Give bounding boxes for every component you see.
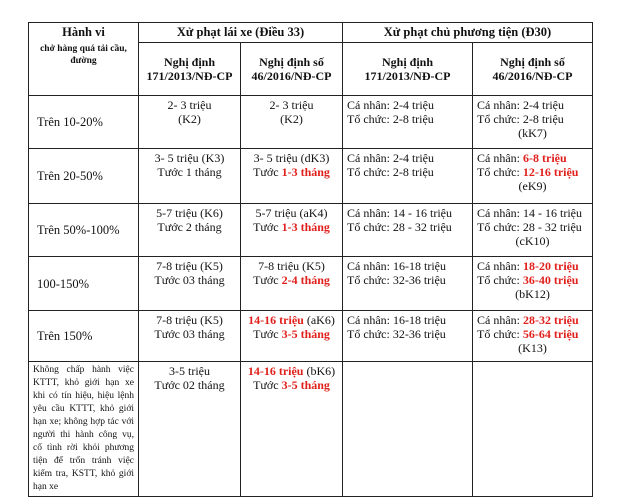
row-label: Trên 20-50% [29, 149, 139, 204]
highlight-text: 12-16 triệu [522, 165, 579, 179]
cell-line: Cá nhân: 2-4 triệu [347, 98, 434, 112]
cell-line: Cá nhân: 16-18 triệu [347, 313, 446, 327]
cell-d171-driver [139, 257, 241, 311]
row-label: Không chấp hành việc KTTT, khỏ giới hạn xe khi có tín hiệu, hiệu lệnh yêu cầu KTTT, khỏ giới hạn xe; không hợp tác với người thi hành công vụ, cố tình rời khỏi phương tiện để trốn tránh việc kiểm tra, KSTT, khỏ giới hạn xe [29, 362, 139, 497]
cell-text: (aK6) [303, 313, 335, 327]
cell-text: Tước [253, 327, 282, 341]
cell-line [477, 259, 588, 273]
highlight-text: 36-40 triệu [522, 273, 579, 287]
header-d171-owner: Nghị định 171/2013/NĐ-CP [343, 43, 473, 96]
cell-d46-driver [241, 257, 343, 311]
cell-d46-driver [241, 96, 343, 149]
cell-d46-owner [473, 311, 593, 362]
cell-line: 3-5 triệu [169, 364, 210, 378]
cell-line [245, 220, 338, 234]
highlight-text: 3-5 tháng [281, 327, 330, 341]
cell-line [245, 327, 338, 341]
cell-line [477, 165, 588, 179]
cell-d171-driver [139, 149, 241, 204]
highlight-text: 18-20 triệu [523, 259, 579, 273]
cell-code: (cK10) [515, 234, 550, 248]
highlight-text: 6-8 triệu [523, 151, 567, 165]
highlight-text: 1-3 tháng [281, 165, 330, 179]
penalty-table-wrapper [28, 22, 593, 497]
cell-text: Tước [253, 165, 282, 179]
cell-text: Tước [253, 273, 282, 287]
cell-line [245, 165, 338, 179]
table-row [29, 96, 593, 149]
header-d171-driver: Nghị định 171/2013/NĐ-CP [139, 43, 241, 96]
cell-line [245, 313, 338, 327]
cell-text: (bK6) [303, 364, 336, 378]
cell-d46-owner [473, 96, 593, 149]
cell-text: Cá nhân: [477, 313, 523, 327]
highlight-text: 28-32 triệu [523, 313, 579, 327]
cell-d171-owner-empty [343, 362, 473, 497]
cell-line [245, 364, 338, 378]
cell-d171-driver [139, 362, 241, 497]
cell-line: (K2) [280, 112, 303, 126]
header-behavior [29, 23, 139, 96]
table-row [29, 149, 593, 204]
highlight-text: 3-5 tháng [281, 378, 330, 392]
cell-code: (bK12) [515, 287, 550, 301]
cell-line [477, 151, 588, 165]
cell-line [245, 378, 338, 392]
cell-line: 7-8 triệu (K5) [156, 259, 223, 273]
cell-text: Tổ chức: [477, 165, 523, 179]
header-d46-driver: Nghị định số 46/2016/NĐ-CP [241, 43, 343, 96]
highlight-text: 14-16 triệu [247, 364, 304, 378]
cell-text: Cá nhân: [477, 259, 523, 273]
cell-d46-owner [473, 257, 593, 311]
cell-d171-owner [343, 311, 473, 362]
cell-line: Tổ chức: 32-36 triệu [347, 273, 446, 287]
cell-text: Cá nhân: [477, 151, 523, 165]
cell-line: (K2) [178, 112, 201, 126]
cell-line: Cá nhân: 16-18 triệu [347, 259, 446, 273]
row-label: Trên 150% [29, 311, 139, 362]
table-row [29, 257, 593, 311]
cell-line: Tổ chức: 32-36 triệu [347, 327, 446, 341]
cell-line [245, 273, 338, 287]
header-driver-group: Xử phạt lái xe (Điều 33) [139, 23, 343, 43]
cell-line [477, 313, 588, 327]
highlight-text: 14-16 triệu [248, 313, 304, 327]
cell-line: 5-7 triệu (K6) [156, 206, 223, 220]
table-row [29, 311, 593, 362]
cell-line: Tước 03 tháng [154, 273, 225, 287]
cell-code: (kK7) [518, 126, 547, 140]
highlight-text: 1-3 tháng [281, 220, 330, 234]
cell-line: Tổ chức: 2-8 triệu [347, 165, 434, 179]
cell-line: 2- 3 triệu [167, 98, 212, 112]
cell-line: Cá nhân: 2-4 triệu [347, 151, 434, 165]
header-behavior-title: Hành vi [62, 25, 105, 39]
cell-line: Tổ chức: 28 - 32 triệu [477, 220, 582, 234]
cell-code: (K13) [518, 341, 547, 355]
cell-line: Cá nhân: 14 - 16 triệu [347, 206, 452, 220]
cell-d171-driver [139, 96, 241, 149]
row-label: 100-150% [29, 257, 139, 311]
cell-line: Tổ chức: 2-8 triệu [477, 112, 564, 126]
cell-d46-owner [473, 204, 593, 257]
cell-line: 3- 5 triệu (dK3) [253, 151, 330, 165]
row-label: Trên 10-20% [29, 96, 139, 149]
cell-text: Tước [253, 378, 282, 392]
cell-d171-owner [343, 257, 473, 311]
cell-line: Tước 02 tháng [154, 378, 225, 392]
cell-line: Cá nhân: 14 - 16 triệu [477, 206, 582, 220]
cell-d46-owner-empty [473, 362, 593, 497]
header-d46-owner: Nghị định số 46/2016/NĐ-CP [473, 43, 593, 96]
cell-line: Tước 1 tháng [157, 165, 222, 179]
cell-d46-driver [241, 149, 343, 204]
cell-d46-driver [241, 362, 343, 497]
cell-line: 7-8 triệu (K5) [258, 259, 325, 273]
highlight-text: 2-4 tháng [281, 273, 330, 287]
cell-line: 3- 5 triệu (K3) [154, 151, 225, 165]
cell-line: Tổ chức: 2-8 triệu [347, 112, 434, 126]
cell-d171-owner [343, 96, 473, 149]
table-row [29, 362, 593, 497]
cell-line: Tước 03 tháng [154, 327, 225, 341]
cell-d171-driver [139, 311, 241, 362]
header-behavior-subtitle: chở hàng quá tải cầu, đường [40, 44, 127, 66]
cell-d171-owner [343, 204, 473, 257]
cell-line: 7-8 triệu (K5) [156, 313, 223, 327]
cell-code: (eK9) [518, 179, 547, 193]
cell-line: 5-7 triệu (aK4) [255, 206, 328, 220]
cell-line: Tước 2 tháng [157, 220, 222, 234]
cell-text: Tổ chức: [477, 273, 523, 287]
header-owner-group: Xử phạt chủ phương tiện (Đ30) [343, 23, 593, 43]
cell-line: Cá nhân: 2-4 triệu [477, 98, 564, 112]
cell-line: Tổ chức: 28 - 32 triệu [347, 220, 452, 234]
table-row [29, 204, 593, 257]
cell-d46-driver [241, 311, 343, 362]
cell-d171-driver [139, 204, 241, 257]
highlight-text: 56-64 triệu [522, 327, 579, 341]
penalty-table [28, 22, 593, 497]
cell-d46-driver [241, 204, 343, 257]
cell-d171-owner [343, 149, 473, 204]
cell-text: Tước [253, 220, 282, 234]
cell-d46-owner [473, 149, 593, 204]
cell-text: Tổ chức: [477, 327, 523, 341]
cell-line [477, 273, 588, 287]
row-label: Trên 50%-100% [29, 204, 139, 257]
cell-line: 2- 3 triệu [269, 98, 314, 112]
cell-line [477, 327, 588, 341]
